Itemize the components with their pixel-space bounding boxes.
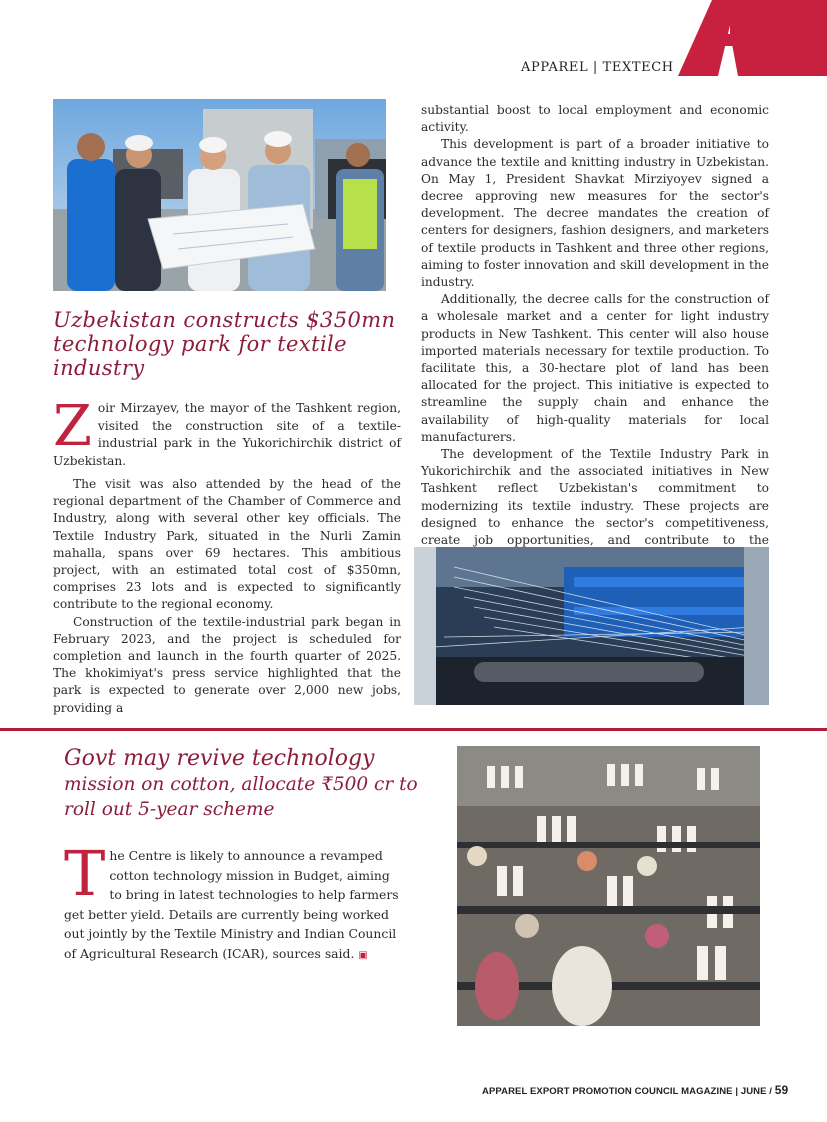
article2-title-line2: mission on cotton, allocate ₹500 cr to roll out 5-year scheme bbox=[64, 774, 418, 820]
article1-paragraph: The visit was also attended by the head of the regional department of the Chamber of Commerce and Industry, along with several other key officials. The Textile Industry Park, situated in the Nurli Zamin mahalla, spans over 69 hectares. This ambitious project, with an estimated total cost of $350mn, comprises 23 lots and is expected to significantly contribute to the regional economy. bbox=[53, 477, 401, 612]
article1-title: Uzbekistan constructs $350mn technology park for textile industry bbox=[53, 308, 396, 380]
article1-intro-text: oir Mirzayev, the mayor of the Tashkent region, visited the construction site of a textile-industrial park in the Yukorichirchik district of Uzbekistan. bbox=[53, 401, 401, 468]
magazine-logo-a bbox=[678, 0, 827, 76]
page-number: 59 bbox=[774, 1083, 789, 1097]
article1-paragraph: Additionally, the decree calls for the construction of a wholesale market and a center for light industry products in New Tashkent. This center will also house imported materials necessary for textile production. To facilitate this, a 30-hectare plot of land has been allocated for the project. This initiative is expected to streamline the supply chain and enhance the availability of high-quality materials for local manufacturers. bbox=[421, 292, 769, 444]
spinning-mill-workers-photo bbox=[457, 746, 760, 1026]
article1-column-right bbox=[421, 102, 769, 567]
section-label: APPAREL | TEXTECH bbox=[521, 60, 674, 75]
article1-paragraph: Construction of the textile-industrial park began in February 2023, and the project is scheduled for completion and launch in the fourth quarter of 2025. The khokimiyat's press service highlighted that the park is expected to generate over 2,000 new jobs, providing a bbox=[53, 614, 401, 715]
textile-machine-photo bbox=[414, 547, 769, 705]
article2-body-text: he Centre is likely to announce a revamped cotton technology mission in Budget, aiming to bring in latest technologies to help farmers get better yield. Details are currently being worked out jointly by the Textile Ministry and Indian Council of Agricultural Research (ICAR), sources said. bbox=[64, 848, 399, 961]
article1-intro bbox=[53, 394, 401, 470]
footer-magazine-name: APPAREL EXPORT PROMOTION COUNCIL MAGAZINE | JUNE / bbox=[482, 1086, 775, 1097]
article1-dropcap: Z bbox=[53, 394, 92, 459]
article1-column-left bbox=[53, 476, 401, 717]
article2-title bbox=[64, 745, 424, 822]
section-divider bbox=[0, 728, 827, 731]
page-footer bbox=[482, 1083, 788, 1097]
article2-dropcap: T bbox=[64, 837, 106, 910]
officials-site-visit-photo bbox=[53, 99, 386, 291]
article2-body bbox=[64, 837, 404, 965]
article2-title-line1: Govt may revive technology bbox=[64, 746, 375, 771]
article1-paragraph-text: The development of the Textile Industry Park in Yukorichirchik and the associated initiatives in New Tashkent reflect Uzbekistan's commitment to modernizing its textile industry. These projects are designed to enhance the sector's competitiveness, create job opportunities, and contribute to the bbox=[421, 447, 769, 548]
article1-paragraph: substantial boost to local employment and economic activity. bbox=[421, 103, 769, 135]
end-of-article-icon: ▣ bbox=[358, 949, 368, 961]
article1-paragraph: This development is part of a broader initiative to advance the textile and knitting industry in Uzbekistan. On May 1, President Shavkat Mirziyoyev signed a decree approving new measures for the sector's development. The decree mandates the creation of centers for designers, fashion designers, and marketers of textile products in Tashkent and three other regions, aiming to foster innovation and skill development in the industry. bbox=[421, 137, 769, 290]
